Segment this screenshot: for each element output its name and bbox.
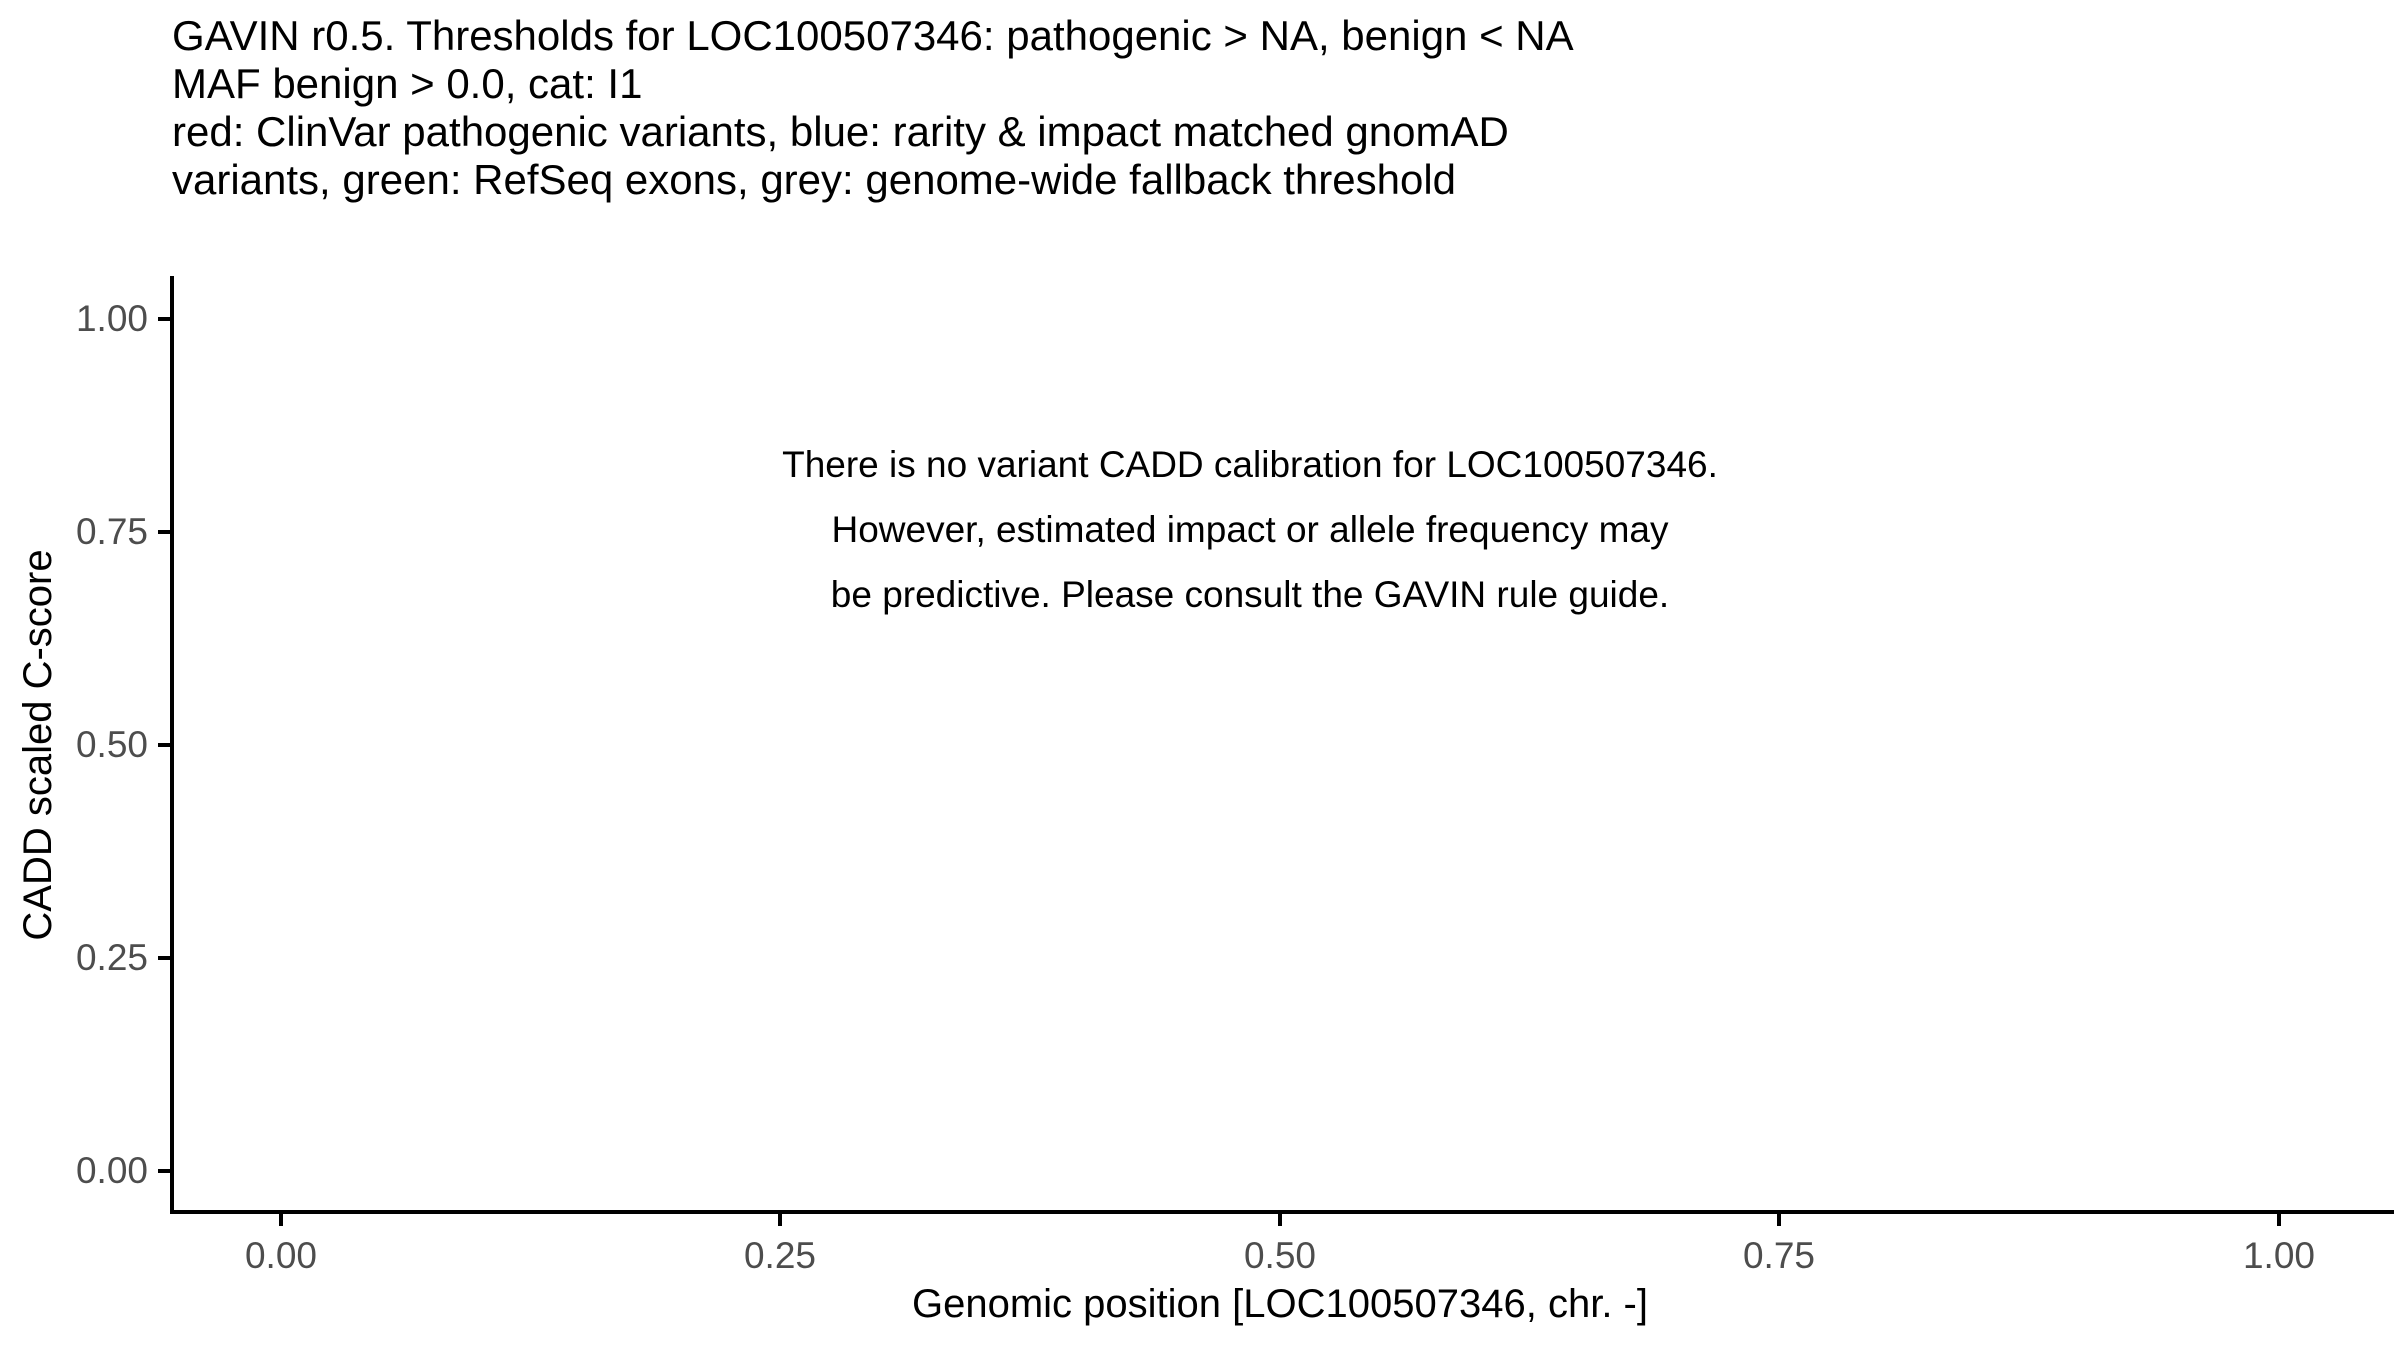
x-axis-tick-label: 0.50 <box>1243 1235 1316 1276</box>
x-axis-tick-label: 0.75 <box>1742 1235 1815 1276</box>
y-axis-tick-label: 0.50 <box>75 724 148 765</box>
y-axis-tick-mark <box>158 530 170 534</box>
annotation-line-3: be predictive. Please consult the GAVIN rule guide. <box>830 574 1670 615</box>
y-axis-tick-label: 1.00 <box>75 298 148 339</box>
y-axis-tick-mark <box>158 743 170 747</box>
x-axis-tick-mark <box>1777 1214 1781 1226</box>
plot-title <box>172 12 1574 204</box>
x-axis-tick-label: 0.00 <box>244 1235 317 1276</box>
plot-title-line-1: GAVIN r0.5. Thresholds for LOC100507346: pathogenic > NA, benign < NA <box>172 12 1574 59</box>
x-axis-tick-mark <box>778 1214 782 1226</box>
x-axis-title: Genomic position [LOC100507346, chr. -] <box>912 1282 1648 1326</box>
y-axis-tick-label: 0.25 <box>75 937 148 978</box>
x-axis-tick-mark <box>2277 1214 2281 1226</box>
plot-panel <box>170 276 2394 1214</box>
plot-title-line-3: red: ClinVar pathogenic variants, blue: rarity & impact matched gnomAD <box>172 108 1509 155</box>
annotation-line-2: However, estimated impact or allele frequency may <box>831 509 1669 550</box>
no-calibration-annotation <box>782 432 1718 627</box>
plot-title-line-2: MAF benign > 0.0, cat: I1 <box>172 60 643 107</box>
plot-title-line-4: variants, green: RefSeq exons, grey: genome-wide fallback threshold <box>172 156 1457 203</box>
annotation-line-1: There is no variant CADD calibration for LOC100507346. <box>782 444 1718 485</box>
x-axis-tick-label: 1.00 <box>2242 1235 2315 1276</box>
y-axis-tick-mark <box>158 956 170 960</box>
x-axis-tick-mark <box>279 1214 283 1226</box>
y-axis-tick-mark <box>158 1169 170 1173</box>
x-axis-tick-label: 0.25 <box>743 1235 816 1276</box>
y-axis-tick-label: 0.75 <box>75 511 148 552</box>
y-axis-tick-mark <box>158 317 170 321</box>
y-axis-tick-label: 0.00 <box>75 1150 148 1191</box>
x-axis-tick-mark <box>1278 1214 1282 1226</box>
y-axis-title: CADD scaled C-score <box>16 549 60 941</box>
